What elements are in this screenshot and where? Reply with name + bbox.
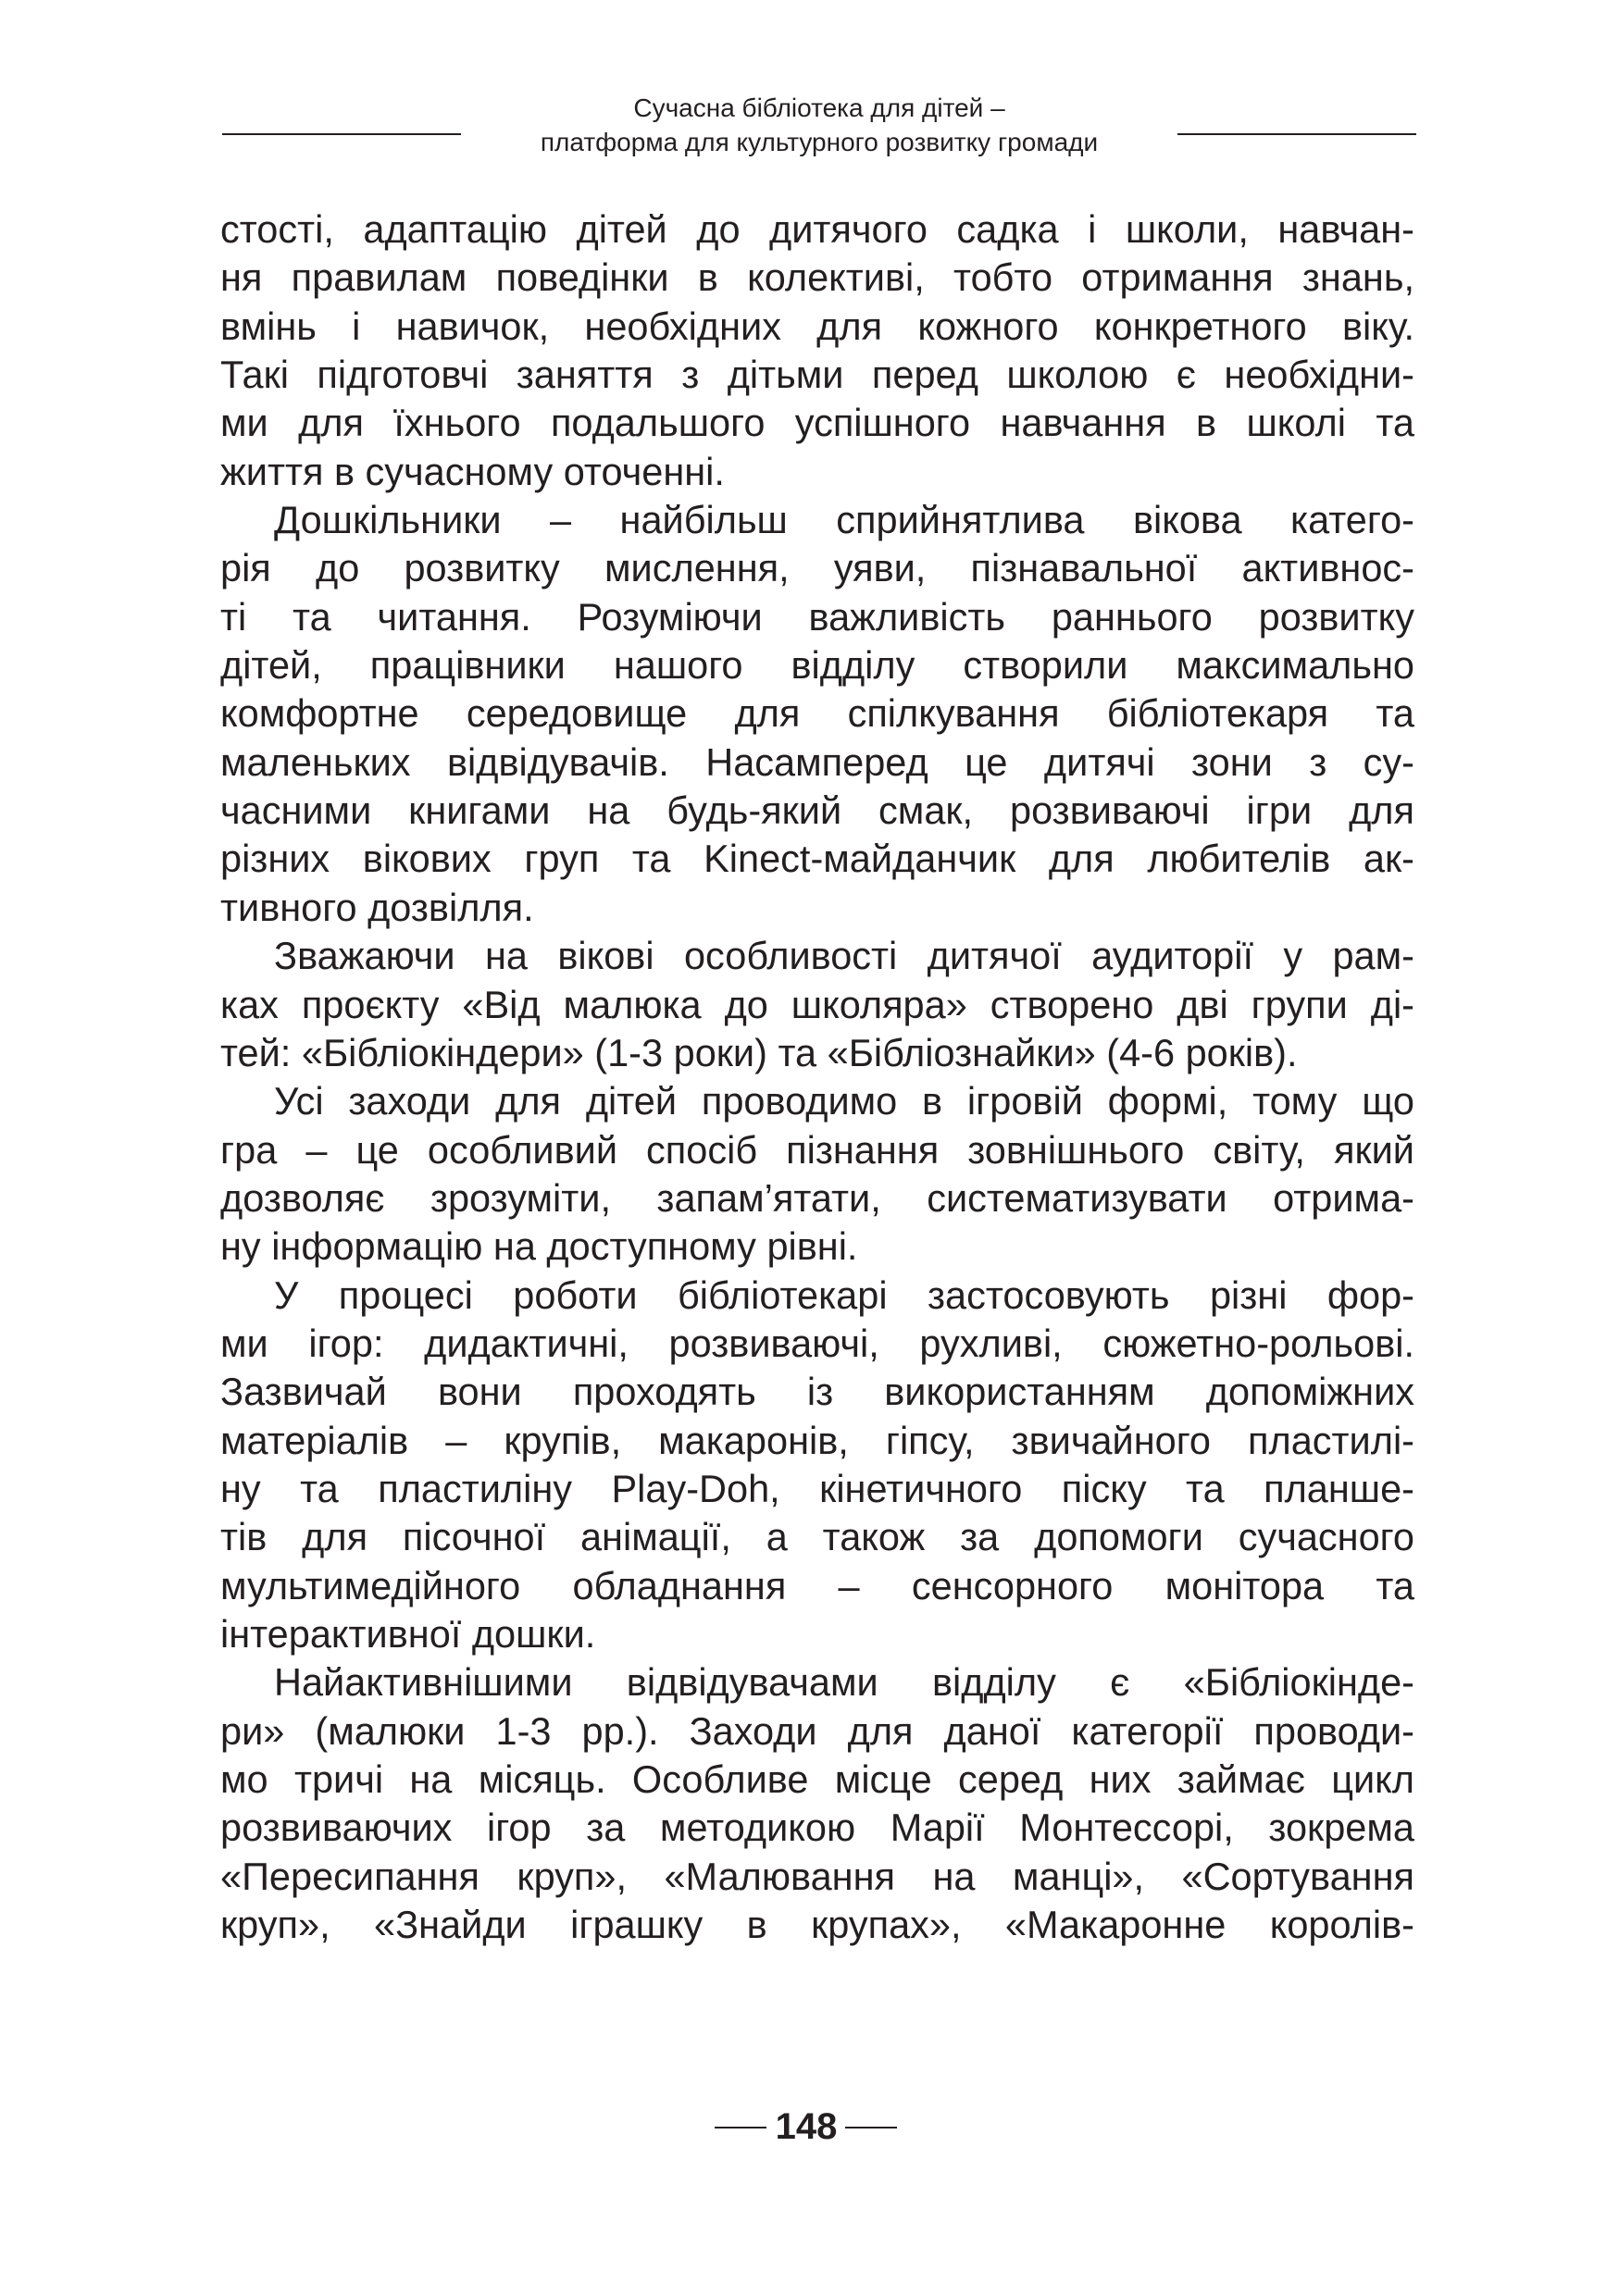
text-line: тів для пісочної анімації, а також за допомоги сучасного [220,1515,1414,1559]
page-number: 148 [775,2106,838,2147]
text-line: життя в сучасному оточенні. [220,449,725,493]
text-line: круп», «Знайди іграшку в крупах», «Макаронне королів- [220,1903,1414,1947]
header-rule-left [222,133,461,135]
text-line: інтерактивної дошки. [220,1611,596,1656]
text-line: маленьких відвідувачів. Насамперед це дитячі зони з су- [220,739,1414,784]
text-line: ми для їхнього подальшого успішного навчання в школі та [220,401,1414,445]
text-line: комфортне середовище для спілкування бібліотекаря та [220,691,1414,736]
text-line: У процесі роботи бібліотекарі застосовують різні фор- [274,1272,1414,1317]
text-line: гра – це особливий спосіб пізнання зовнішнього світу, який [220,1127,1414,1172]
text-line: Зважаючи на вікові особливості дитячої аудиторії у рам- [274,934,1414,978]
paragraph [220,1077,1414,1271]
running-header [222,91,1416,165]
text-line: ри» (малюки 1-3 рр.). Заходи для даної категорії проводи- [220,1708,1414,1753]
text-line: Дошкільники – найбільш сприйнятлива вікова катего- [274,498,1414,542]
running-title-line-1: Сучасна бібліотека для дітей – [633,93,1005,122]
text-line: ми ігор: дидактичні, розвиваючі, рухливі, сюжетно-рольові. [220,1321,1414,1365]
text-line: розвиваючих ігор за методикою Марії Монтессорі, зокрема [220,1806,1414,1850]
text-line: рія до розвитку мислення, уяви, пізнавальної активнос- [220,546,1414,590]
text-line: ну та пластиліну Play-Doh, кінетичного піску та планше- [220,1466,1414,1510]
text-line: тивного дозвілля. [220,885,534,929]
text-line: Усі заходи для дітей проводимо в ігровій формі, тому що [274,1079,1414,1123]
text-line: ня правилам поведінки в колективі, тобто отримання знань, [220,255,1414,300]
page-number-dash-left [715,2127,766,2128]
text-line: Такі підготовчі заняття з дітьми перед школою є необхідни- [220,353,1414,397]
running-title [461,91,1177,159]
text-line: Найактивнішими відвідувачами відділу є «Бібліокінде- [274,1660,1414,1705]
text-line: ках проєкту «Від малюка до школяра» створено дві групи ді- [220,982,1414,1026]
text-line: матеріалів – крупів, макаронів, гіпсу, звичайного пластилі- [220,1418,1414,1462]
text-line: часними книгами на будь-який смак, розвиваючі ігри для [220,788,1414,833]
text-line: тей: «Бібліокіндери» (1-3 роки) та «Бібліознайки» (4-6 років). [220,1030,1298,1074]
page-footer [0,2103,1619,2151]
paragraph [220,205,1414,496]
header-rule-right [1177,133,1416,135]
text-line: дозволяє зрозуміти, запам’ятати, систематизувати отрима- [220,1175,1414,1220]
text-line: вмінь і навичок, необхідних для кожного конкретного віку. [220,304,1414,348]
text-line: мо тричі на місяць. Особливе місце серед них займає цикл [220,1757,1414,1801]
running-title-line-2: платформа для культурного розвитку громади [540,128,1099,156]
text-line: ті та читання. Розуміючи важливість раннього розвитку [220,594,1414,639]
text-line: Зазвичай вони проходять із використанням допоміжних [220,1370,1414,1414]
text-line: дітей, працівники нашого відділу створили максимально [220,643,1414,688]
paragraph [220,932,1414,1077]
body-text [220,205,1414,1949]
text-line: різних вікових груп та Kinect-майданчик для любителів ак- [220,837,1414,881]
text-line: ну інформацію на доступному рівні. [220,1224,858,1269]
text-line: «Пересипання круп», «Малювання на манці», «Сортування [220,1854,1414,1898]
text-line: мультимедійного обладнання – сенсорного монітора та [220,1563,1414,1607]
paragraph [220,1658,1414,1949]
paragraph [220,1272,1414,1659]
text-line: стості, адаптацію дітей до дитячого садка і школи, навчан- [220,207,1414,251]
page-number-dash-right [845,2127,897,2128]
paragraph [220,496,1414,932]
